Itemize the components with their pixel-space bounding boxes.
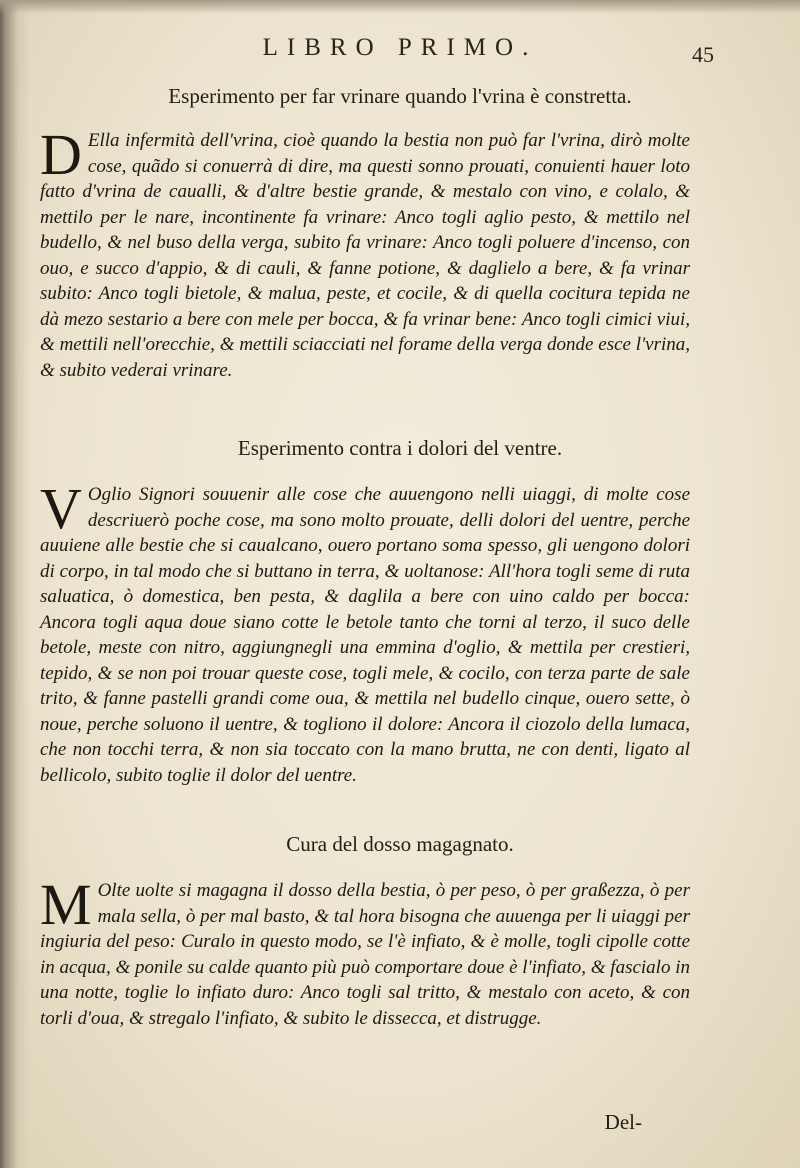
drop-cap-initial-2: V <box>40 476 82 541</box>
running-head: LIBRO PRIMO. <box>262 34 538 61</box>
catchword: Del- <box>604 1110 642 1134</box>
section-text-2: Oglio Signori souuenir alle cose che auuengono nelli uiaggi, di molte cose descriuerò poche cose, ma sono molto prouate, delli dolori del uentre, perche auuiene alle bestie che si caualcano, ouero portano soma spesso, gli uengono dolori di corpo, in tal modo che si buttano in terra, & uoltanose: All'hora togli seme di ruta saluatica, ò domestica, ben pesta, & daglila a bere con uino caldo per bocca: Ancora togli aqua doue siano cotte le betole tanto che torni al terzo, il suco delle betole, meste con nitro, aggiungnegli una emmina d'oglio, & mettila per crestieri, tepido, & se non poi trouar queste cose, togli mele, & cocilo, con terza parte de sale trito, & fanne pastelli grandi come oua, & mettila nel budello cinque, ouero sette, ò noue, perche soluono il uentre, & togliono il dolore: Ancora il ciozolo della lumaca, che non tocchi terra, & non sia toccato con la mano brutta, ne con denti, ligato al bellicolo, subito toglie il dolor del uentre. <box>40 484 690 786</box>
section-heading-3: Cura del dosso magagnato. <box>286 832 514 856</box>
section-body-3 <box>40 872 690 1031</box>
page-top-shadow <box>0 0 800 14</box>
section-body-1 <box>40 122 690 383</box>
section-body-2 <box>40 476 690 788</box>
drop-cap-initial-1: D <box>40 122 82 187</box>
section-heading-2: Esperimento contra i dolori del ventre. <box>237 436 563 460</box>
section-text-1: Ella infermità dell'vrina, cioè quando la bestia non può far l'vrina, dirò molte cose, quãdo si conuerrà di dire, ma questi sonno prouati, conuienti hauer loto fatto d'vrina de caualli, & d'altre bestie grande, & mestalo con vino, e colalo, & mettilo per le nare, incontinente fa vrinare: Anco togli aglio pesto, & mettilo nel budello, & nel buso della verga, subito fa vrinare: Anco togli poluere d'incenso, con ouo, e succo d'appio, & di cauli, & fanne potione, & daglielo a bere, & fa vrinar subito: Anco togli bietole, & malua, peste, et cocile, & di quella cocitura tepida ne dà mezo sestario a bere con mele per bocca, & fa vrinar bene: Anco togli cimici viui, & mettili nell'orecchie, & mettili sciacciati nel forame della verga donde esce l'vrina, & subito vederai vrinare. <box>40 130 690 381</box>
section-heading-1: Esperimento per far vrinare quando l'vrina è constretta. <box>168 84 632 108</box>
drop-cap-initial-3: M <box>40 872 92 937</box>
page-gutter-shadow <box>0 0 30 1168</box>
page-number: 45 <box>692 42 714 67</box>
section-text-3: Olte uolte si magagna il dosso della bestia, ò per peso, ò per graßezza, ò per mala sella, ò per mal basto, & tal hora bisogna che auuenga per li uiaggi per ingiuria del peso: Curalo in questo modo, se l'è infiato, & è molle, togli cipolle cotte in acqua, & ponile su calde quanto più può comportare doue è l'infiato, & fascialo in una notte, toglie lo infiato duro: Anco togli sal tritto, & mestalo con aceto, & con torli d'oua, & stregalo l'infiato, & subito le dissecca, et distrugge. <box>40 880 690 1029</box>
